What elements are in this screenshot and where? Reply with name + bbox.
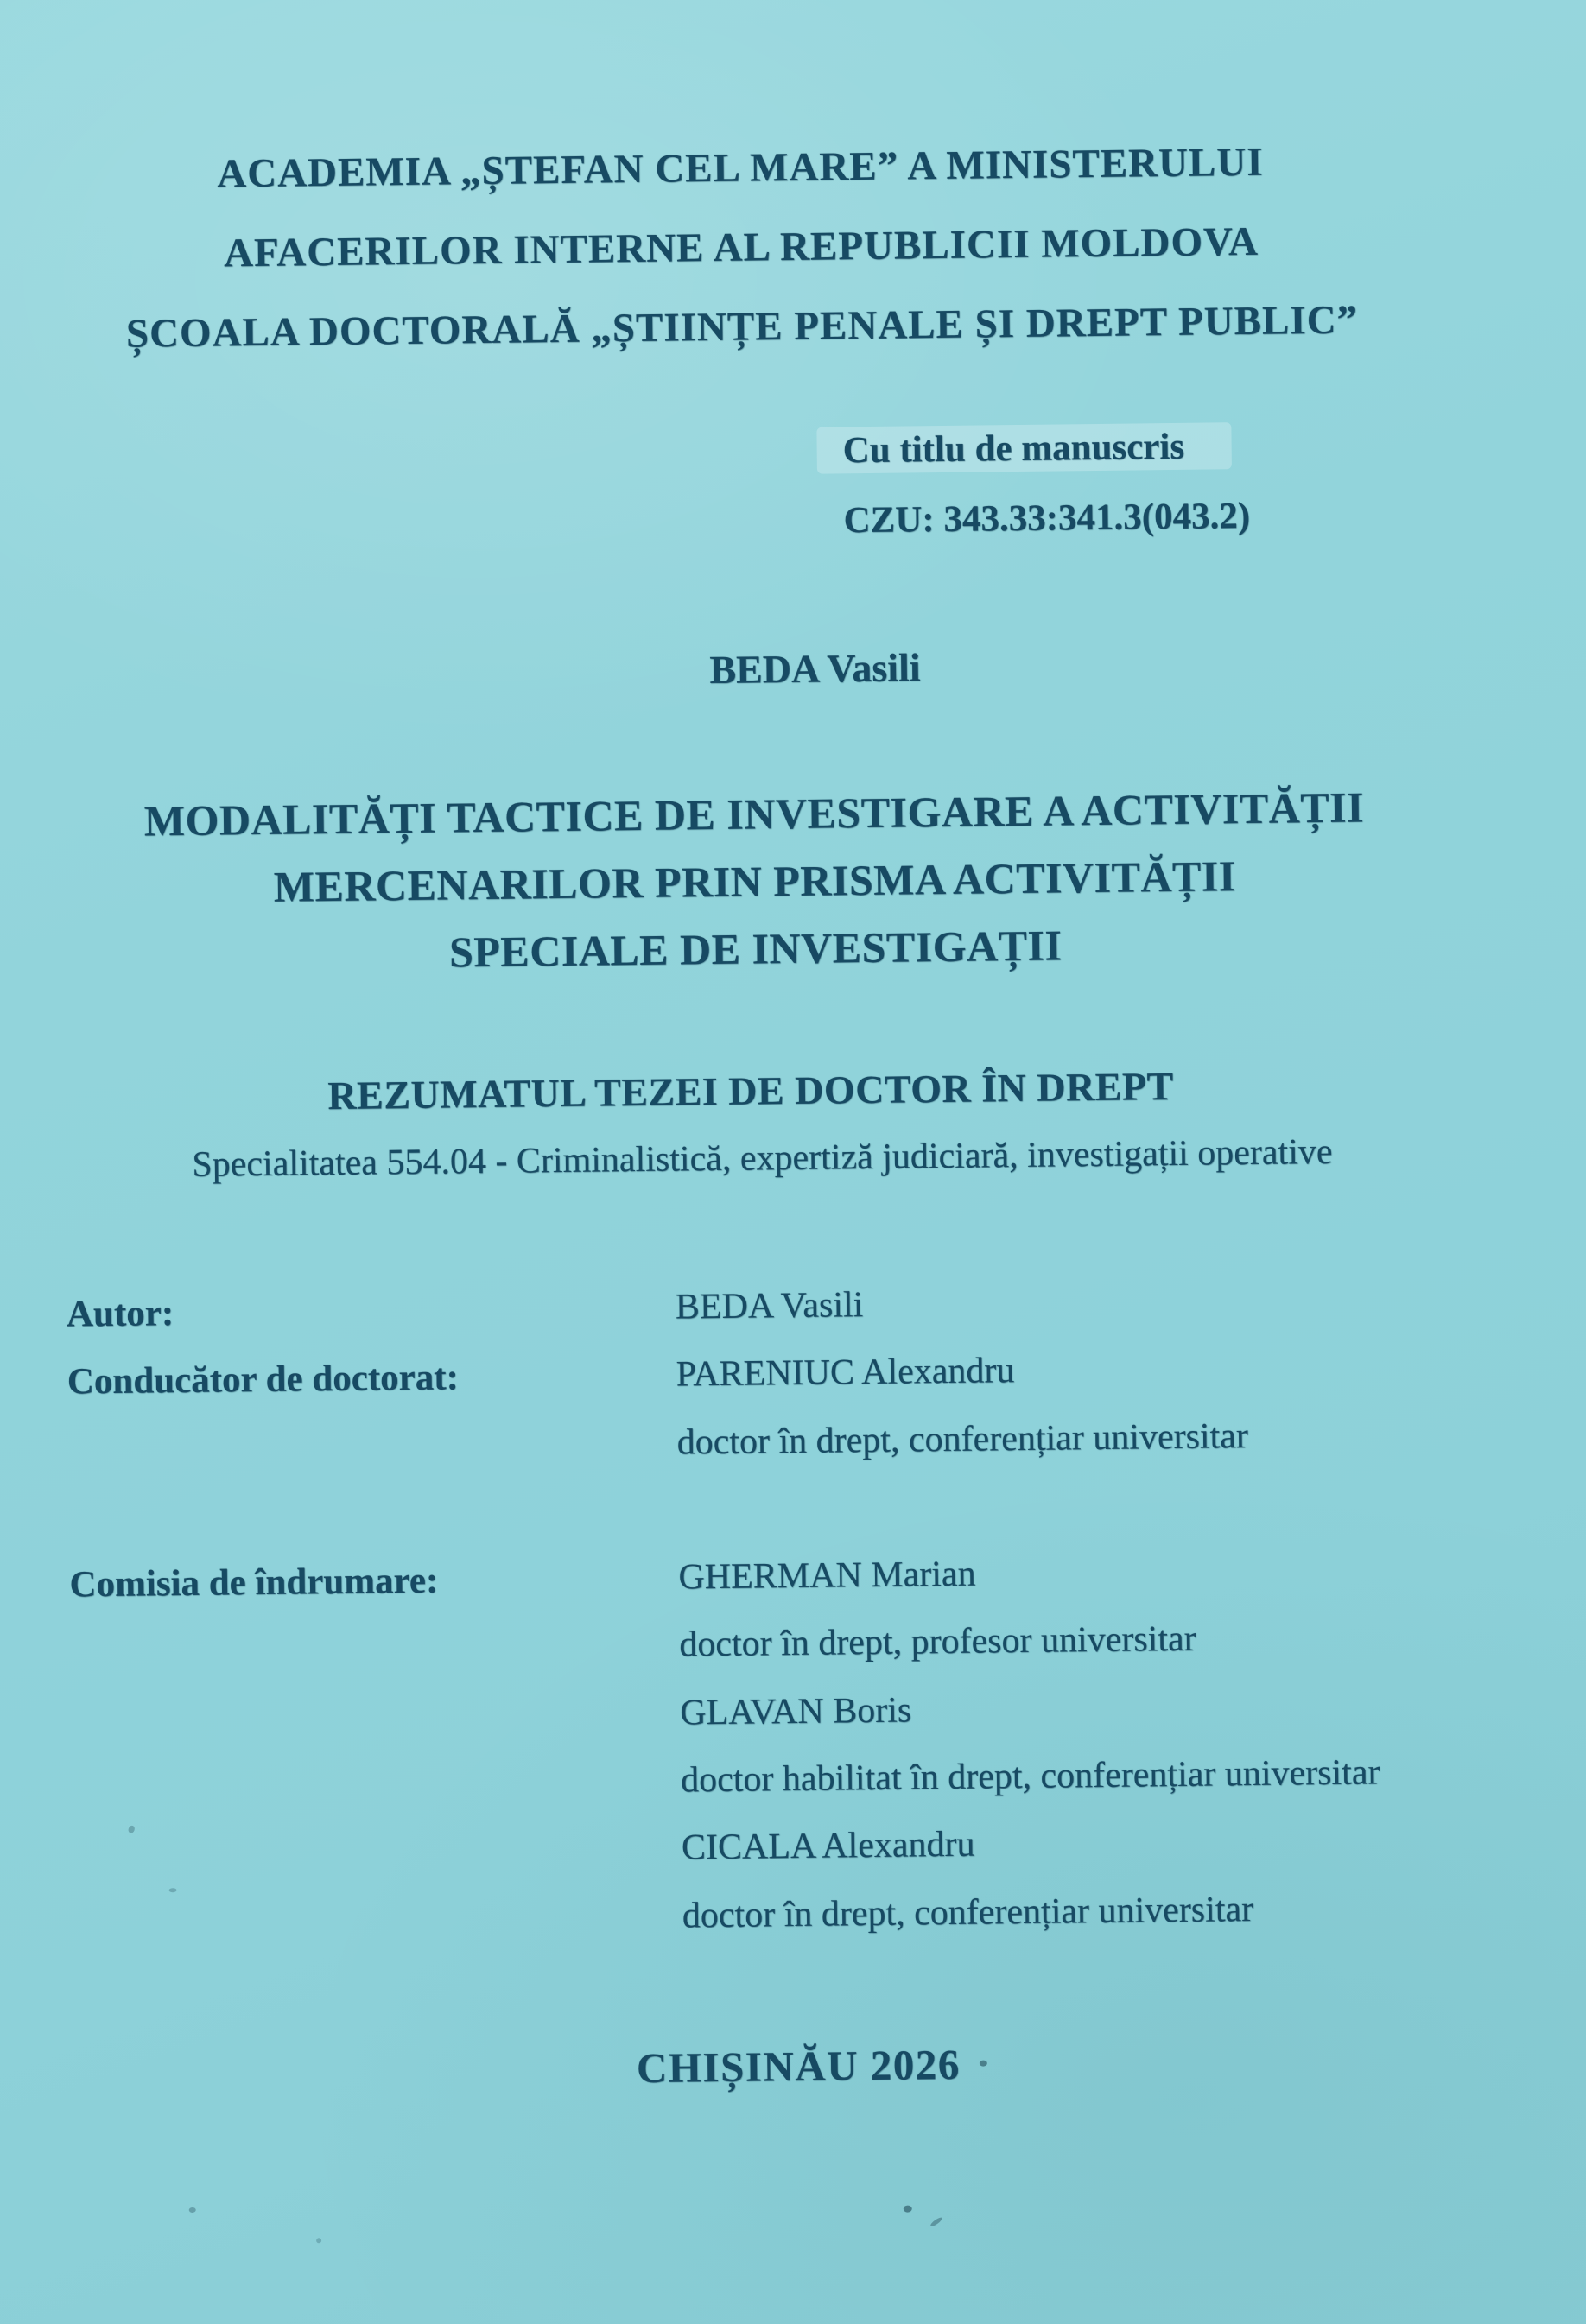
empty-cell: [70, 1624, 679, 1631]
scan-speck: [189, 2207, 196, 2213]
scan-speck: [980, 2061, 987, 2067]
empty-cell: [73, 1827, 682, 1834]
thesis-title-line-2: MERCENARILOR PRIN PRISMA ACTIVITĂȚII: [273, 852, 1237, 911]
empty-cell: [67, 1422, 676, 1428]
empty-cell: [71, 1692, 680, 1699]
empty-cell: [68, 1489, 677, 1496]
thesis-title: [0, 772, 1514, 991]
supervisor-label: Conducător de doctorat:: [67, 1357, 460, 1403]
author-value: BEDA Vasili: [675, 1285, 864, 1327]
manuscript-note: Cu titlu de manuscris: [842, 426, 1185, 472]
institution-header: [0, 120, 1494, 376]
specialty-line: Specialitatea 554.04 - Criminalistică, expertiză judiciară, investigații operative: [192, 1131, 1333, 1185]
thesis-subtitle: REZUMATUL TEZEI DE DOCTOR ÎN DREPT: [327, 1063, 1175, 1118]
czu-code: CZU: 343.33:341.3(043.2): [843, 495, 1251, 541]
empty-cell: [73, 1895, 682, 1902]
thesis-title-line-1: MODALITĂȚI TACTICE DE INVESTIGARE A ACTIVITĂȚII: [143, 782, 1365, 845]
committee-member-1-name: GHERMAN Marian: [678, 1554, 976, 1598]
committee-member-2-name: GLAVAN Boris: [679, 1690, 912, 1733]
credits-table: [67, 1278, 1382, 1969]
committee-member-3-title: doctor în drept, conferențiar universitar: [682, 1889, 1254, 1936]
committee-member-3-name: CICALA Alexandru: [681, 1825, 975, 1868]
city-year-footer: CHIȘINĂU 2026: [636, 2040, 961, 2093]
empty-cell: [72, 1760, 681, 1767]
thesis-title-line-3: SPECIALE DE INVESTIGAȚII: [448, 921, 1063, 977]
scan-speck: [316, 2238, 321, 2243]
institution-line-1: ACADEMIA „ȘTEFAN CEL MARE” A MINISTERULUI: [216, 139, 1264, 197]
institution-line-3: ȘCOALA DOCTORALĂ „ȘTIINȚE PENALE ȘI DREPT PUBLIC”: [125, 297, 1359, 357]
manuscript-block: [842, 411, 1250, 555]
committee-label: Comisia de îndrumare:: [69, 1560, 439, 1605]
supervisor-title: doctor în drept, conferențiar universitar: [676, 1415, 1249, 1463]
institution-line-2: AFACERILOR INTERNE AL REPUBLICII MOLDOVA: [223, 218, 1259, 276]
supervisor-name: PARENIUC Alexandru: [676, 1351, 1015, 1395]
scan-speck: [904, 2206, 912, 2213]
committee-member-1-title: doctor în drept, profesor universitar: [679, 1619, 1196, 1666]
author-name: BEDA Vasili: [709, 645, 921, 693]
author-label: Autor:: [66, 1293, 174, 1335]
empty-cell: [677, 1481, 1376, 1489]
committee-member-2-title: doctor habilitat în drept, conferențiar universitar: [680, 1752, 1380, 1801]
scan-speck: [929, 2216, 943, 2227]
